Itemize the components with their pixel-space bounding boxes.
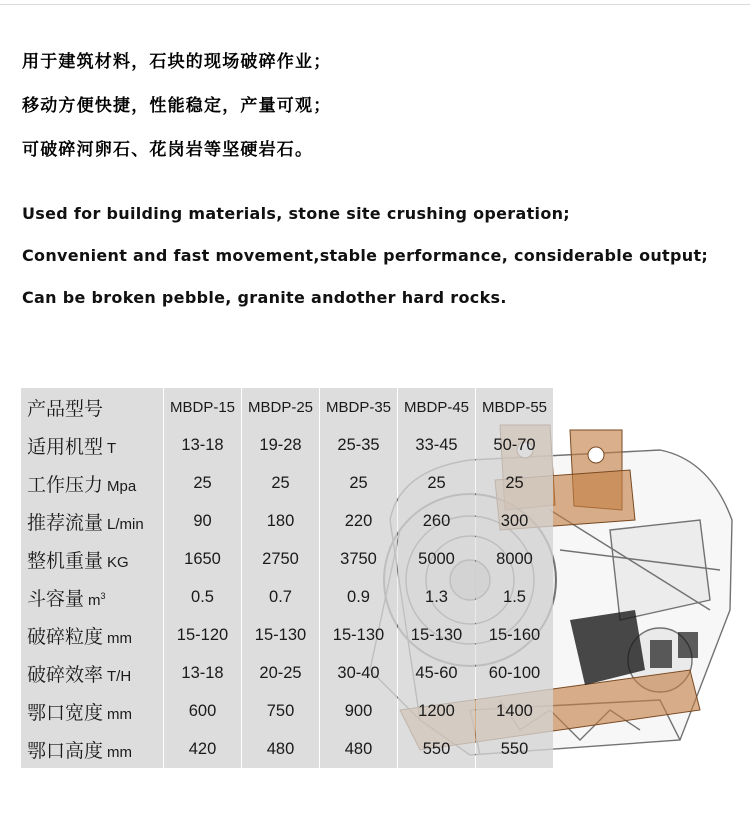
- spec-section: [20, 388, 740, 768]
- unit-text: m: [88, 591, 101, 609]
- row-unit: [107, 440, 116, 457]
- spec-row-label: [21, 616, 163, 654]
- model-cell: MBDP-45: [398, 388, 475, 426]
- spec-value-cell: 1.5: [476, 578, 553, 616]
- spec-value-cell: 45-60: [398, 654, 475, 692]
- spec-value-cell: 25: [398, 464, 475, 502]
- spec-value-cell: 0.9: [320, 578, 397, 616]
- spec-row-label: [21, 692, 163, 730]
- english-intro: [22, 193, 708, 319]
- spec-value-cell: 480: [242, 730, 319, 768]
- spec-value-cell: 13-18: [164, 426, 241, 464]
- row-unit: [88, 592, 106, 609]
- spec-row-label: [21, 426, 163, 464]
- spec-value-cell: 300: [476, 502, 553, 540]
- spec-row: [21, 692, 553, 730]
- spec-row-label: [21, 502, 163, 540]
- spec-value-cell: 900: [320, 692, 397, 730]
- row-label-text: 破碎效率: [27, 664, 104, 686]
- en-line-2: Convenient and fast movement,stable performance, considerable output;: [22, 246, 709, 265]
- row-label-text: 鄂口高度: [27, 740, 104, 762]
- spec-value-cell: 90: [164, 502, 241, 540]
- spec-row-label: [21, 540, 163, 578]
- zh-line-3: 可破碎河卵石、花岗岩等坚硬岩石。: [22, 140, 314, 160]
- spec-row: [21, 654, 553, 692]
- zh-line-2: 移动方便快捷，性能稳定，产量可观；: [22, 96, 332, 116]
- unit-text: T/H: [107, 667, 132, 685]
- spec-row: [21, 730, 553, 768]
- spec-row-label: [21, 578, 163, 616]
- spec-row: [21, 540, 553, 578]
- spec-value-cell: 15-130: [242, 616, 319, 654]
- spec-row-label: [21, 654, 163, 692]
- unit-text: T: [107, 439, 117, 457]
- spec-value-cell: 15-160: [476, 616, 553, 654]
- spec-value-cell: 0.7: [242, 578, 319, 616]
- spec-value-cell: 1.3: [398, 578, 475, 616]
- spec-value-cell: 33-45: [398, 426, 475, 464]
- unit-text: KG: [107, 553, 129, 571]
- row-label-text: 适用机型: [27, 436, 104, 458]
- en-line-3: Can be broken pebble, granite andother hard rocks.: [22, 288, 507, 307]
- model-cell: MBDP-55: [476, 388, 553, 426]
- unit-text: L/min: [107, 515, 144, 533]
- model-cell: MBDP-35: [320, 388, 397, 426]
- spec-value-cell: 25: [242, 464, 319, 502]
- spec-value-cell: 180: [242, 502, 319, 540]
- spec-value-cell: 600: [164, 692, 241, 730]
- spec-value-cell: 220: [320, 502, 397, 540]
- row-unit: [107, 630, 132, 647]
- spec-value-cell: 3750: [320, 540, 397, 578]
- unit-text: mm: [107, 629, 133, 647]
- spec-value-cell: 13-18: [164, 654, 241, 692]
- spec-value-cell: 550: [476, 730, 553, 768]
- spec-value-cell: 5000: [398, 540, 475, 578]
- spec-row: [21, 578, 553, 616]
- spec-value-cell: 0.5: [164, 578, 241, 616]
- row-unit: [107, 706, 132, 723]
- spec-value-cell: 25: [320, 464, 397, 502]
- spec-value-cell: 15-120: [164, 616, 241, 654]
- spec-value-cell: 750: [242, 692, 319, 730]
- spec-value-cell: 25: [164, 464, 241, 502]
- en-line-1: Used for building materials, stone site crushing operation;: [22, 204, 570, 223]
- row-label-text: 推荐流量: [27, 512, 104, 534]
- row-label-text: 破碎粒度: [27, 626, 104, 648]
- spec-row: [21, 616, 553, 654]
- spec-value-cell: 550: [398, 730, 475, 768]
- spec-value-cell: 1650: [164, 540, 241, 578]
- unit-text: mm: [107, 743, 133, 761]
- spec-value-cell: 15-130: [320, 616, 397, 654]
- spec-header-label: 产品型号: [21, 388, 163, 426]
- row-unit: [107, 478, 136, 495]
- spec-row-label: [21, 730, 163, 768]
- top-divider: [0, 4, 750, 5]
- spec-row: [21, 464, 553, 502]
- spec-row: [21, 502, 553, 540]
- spec-value-cell: 260: [398, 502, 475, 540]
- spec-header-row: [21, 388, 553, 426]
- row-label-text: 工作压力: [27, 474, 104, 496]
- spec-value-cell: 30-40: [320, 654, 397, 692]
- row-unit: [107, 516, 144, 533]
- spec-value-cell: 15-130: [398, 616, 475, 654]
- spec-value-cell: 8000: [476, 540, 553, 578]
- spec-table: [20, 388, 554, 768]
- spec-value-cell: 420: [164, 730, 241, 768]
- row-label-text: 整机重量: [27, 550, 104, 572]
- unit-superscript: 3: [100, 590, 106, 601]
- unit-text: mm: [107, 705, 133, 723]
- row-unit: [107, 744, 132, 761]
- spec-value-cell: 25-35: [320, 426, 397, 464]
- spec-value-cell: 50-70: [476, 426, 553, 464]
- row-label-text: 鄂口宽度: [27, 702, 104, 724]
- row-label-text: 斗容量: [27, 588, 85, 610]
- spec-value-cell: 25: [476, 464, 553, 502]
- spec-value-cell: 1200: [398, 692, 475, 730]
- spec-value-cell: 20-25: [242, 654, 319, 692]
- row-unit: [107, 668, 131, 685]
- zh-line-1: 用于建筑材料，石块的现场破碎作业；: [22, 52, 332, 72]
- spec-value-cell: 1400: [476, 692, 553, 730]
- spec-row-label: [21, 464, 163, 502]
- spec-value-cell: 19-28: [242, 426, 319, 464]
- model-cell: MBDP-25: [242, 388, 319, 426]
- unit-text: Mpa: [107, 477, 137, 495]
- chinese-intro: [22, 40, 331, 172]
- spec-row: [21, 426, 553, 464]
- spec-value-cell: 480: [320, 730, 397, 768]
- model-cell: MBDP-15: [164, 388, 241, 426]
- row-unit: [107, 554, 129, 571]
- spec-value-cell: 60-100: [476, 654, 553, 692]
- spec-value-cell: 2750: [242, 540, 319, 578]
